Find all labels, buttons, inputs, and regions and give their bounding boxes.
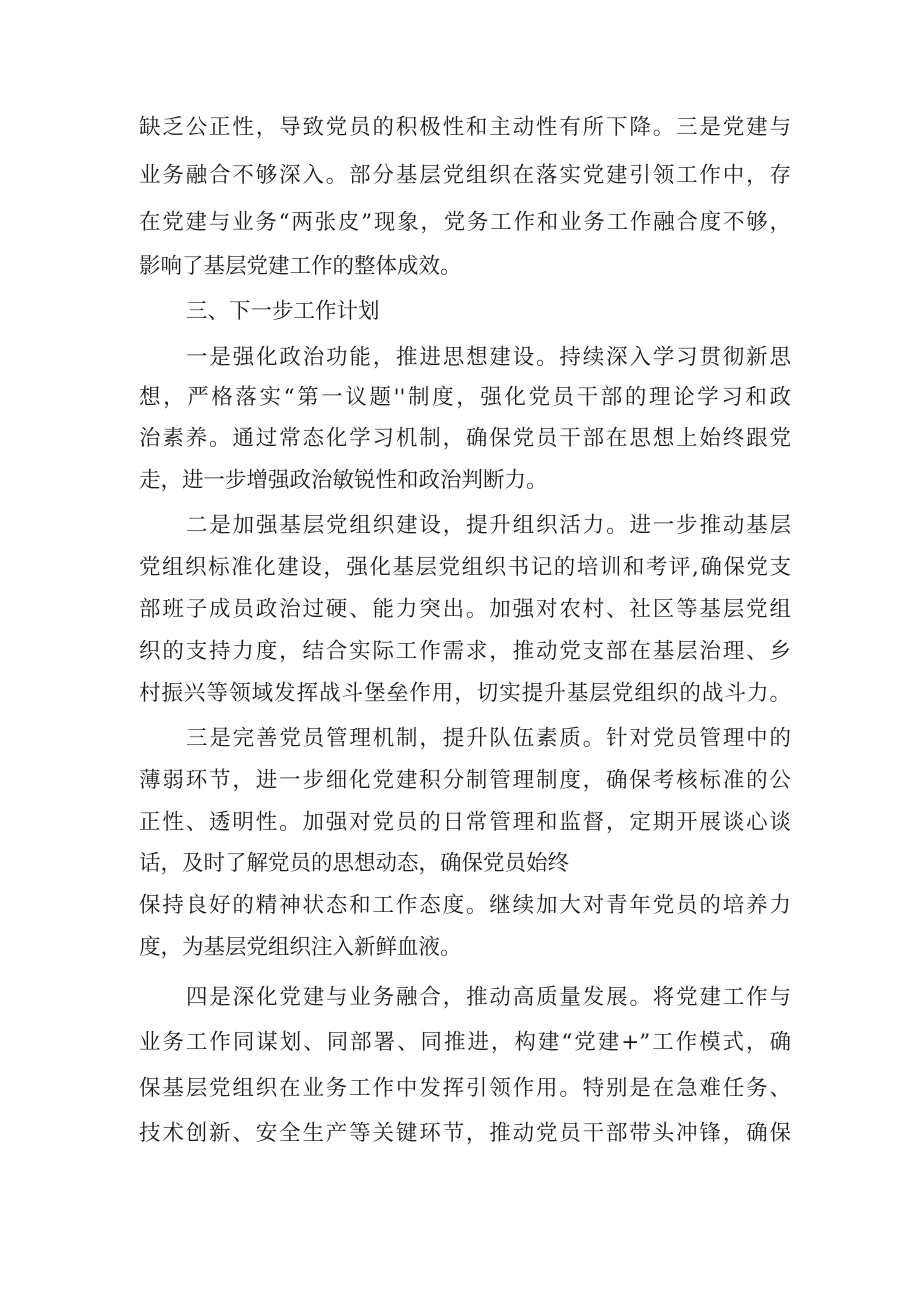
text-line: 治素养。通过常态化学习机制，确保党员干部在思想上始终跟党 [139,426,791,451]
text-line: 业务融合不够深入。部分基层党组织在落实党建引领工作中，存 [139,163,791,188]
text-line: 村振兴等领域发挥战斗堡垒作用，切实提升基层党组织的战斗力。 [139,681,791,706]
text-line: 保基层党组织在业务工作中发挥引领作用。特别是在急难任务、 [139,1076,791,1101]
text-line: 织的支持力度，结合实际工作需求，推动党支部在基层治理、乡 [139,639,791,664]
text-line: 话，及时了解党员的思想动态，确保党员始终 [139,851,570,876]
text-line: 一是强化政治功能，推进思想建设。持续深入学习贯彻新思 [186,345,791,370]
text-line: 在党建与业务“两张皮”现象，党务工作和业务工作融合度不够， [139,210,791,235]
text-line: 薄弱环节，进一步细化党建积分制管理制度，确保考核标准的公 [139,768,791,793]
text-line: 正性、透明性。加强对党员的日常管理和监督，定期开展谈心谈 [139,810,791,835]
text-line: 走，进一步增强政治敏锐性和政治判断力。 [139,468,548,493]
text-line: 二是加强基层党组织建设，提升组织活力。进一步推动基层 [186,513,791,538]
text-line: 技术创新、安全生产等关键环节，推动党员干部带头冲锋，确保 [139,1121,791,1146]
text-line: 四是深化党建与业务融合，推动高质量发展。将党建工作与 [186,985,791,1010]
text-line: 保持良好的精神状态和工作态度。继续加大对青年党员的培养力 [139,893,791,918]
text-line: 影响了基层党建工作的整体成效。 [139,254,462,279]
section-heading: 三、下一步工作计划 [186,299,380,324]
text-line: 度，为基层党组织注入新鲜血液。 [139,935,462,960]
text-line: 业务工作同谋划、同部署、同推进，构建“党建+”工作模式，确 [139,1030,791,1055]
text-line: 部班子成员政治过硬、能力突出。加强对农村、社区等基层党组 [139,597,791,622]
text-line: 党组织标准化建设，强化基层党组织书记的培训和考评,确保党支 [139,555,791,580]
text-line: 三是完善党员管理机制，提升队伍素质。针对党员管理中的 [186,726,791,751]
text-line: 想，严格落实“第一议题''制度，强化党员干部的理论学习和政 [139,385,791,410]
text-line: 缺乏公正性，导致党员的积极性和主动性有所下降。三是党建与 [139,115,791,140]
